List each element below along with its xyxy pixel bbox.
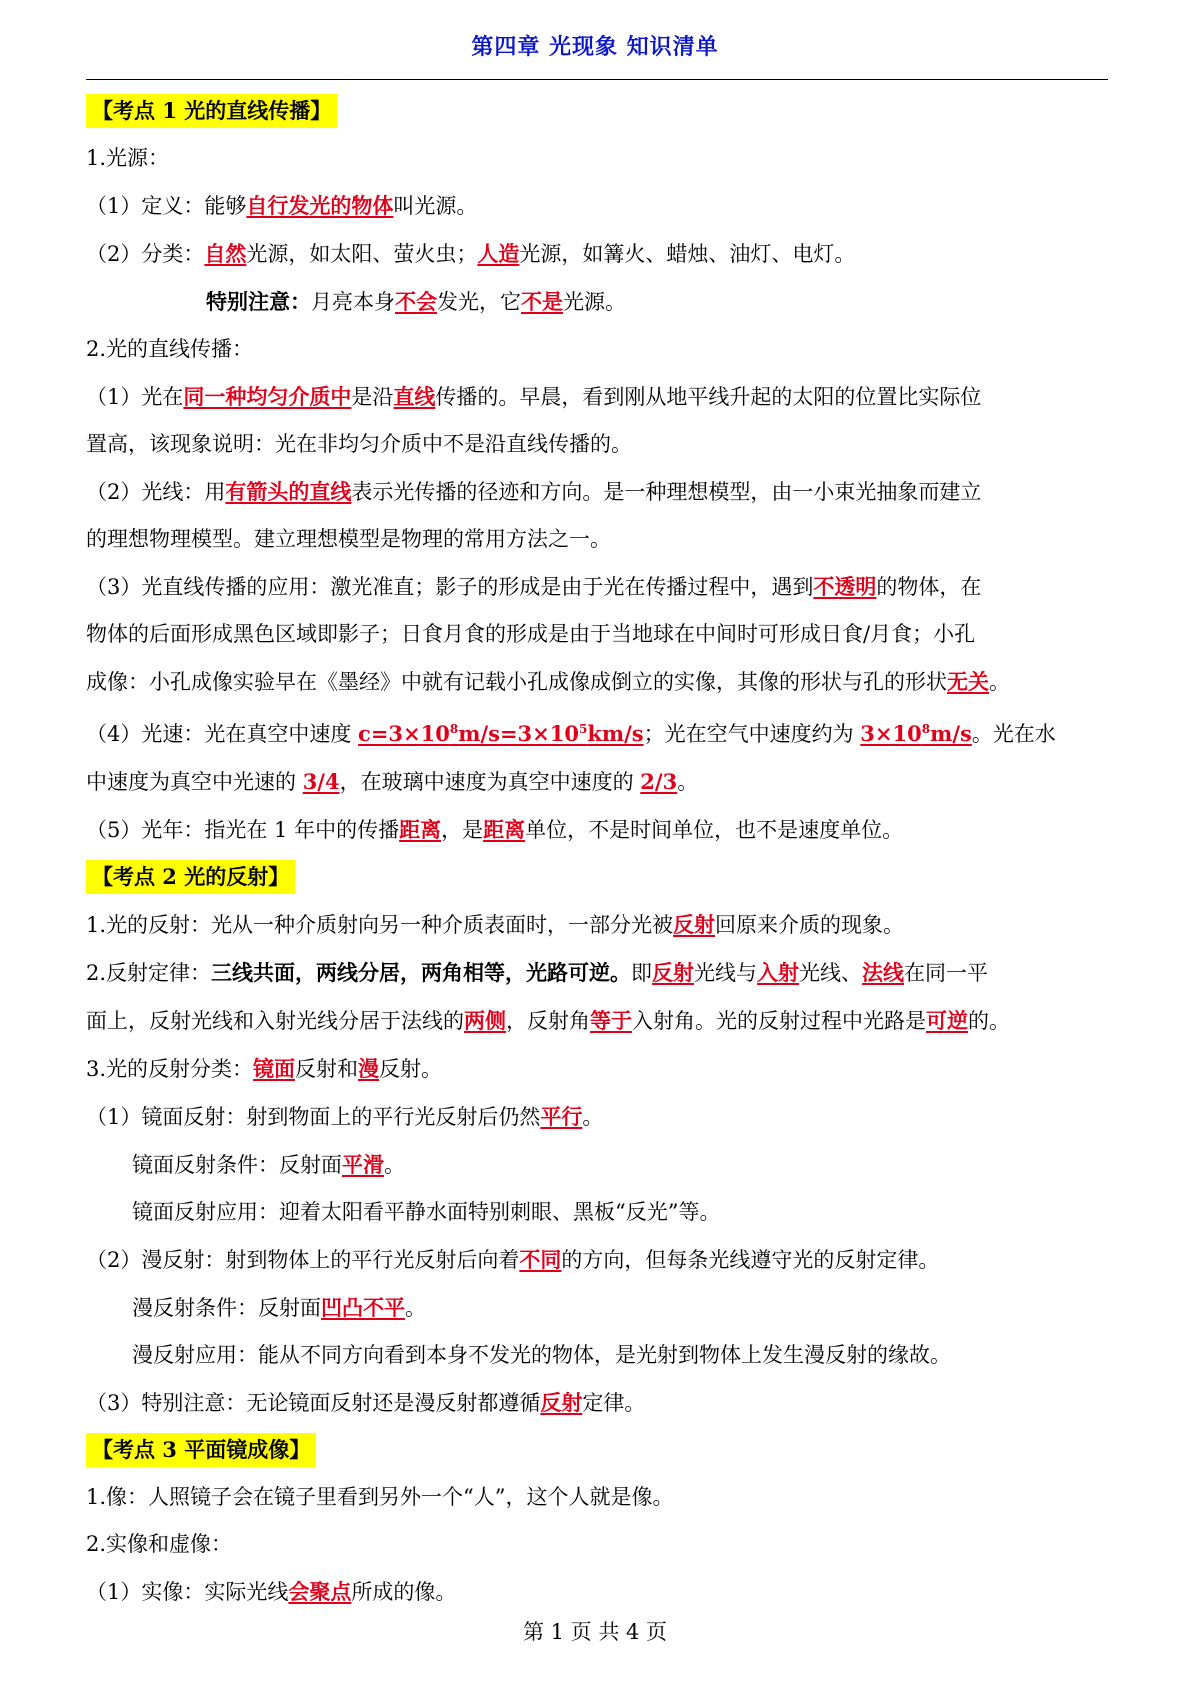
keyword: 自行发光的物体	[246, 193, 394, 218]
keyword: 直线	[393, 384, 436, 409]
keyword: 3/4	[302, 769, 340, 794]
keyword: 不透明	[813, 574, 877, 599]
text: 2.光的直线传播：	[86, 337, 254, 361]
text-line	[86, 758, 1110, 806]
text: 面上，反射光线和入射光线分居于法线的	[86, 1009, 464, 1033]
text: 置高，该现象说明：光在非均匀介质中不是沿直线传播的。	[86, 432, 632, 456]
keyword: 入射	[757, 960, 800, 985]
text: 的理想物理模型。建立理想模型是物理的常用方法之一。	[86, 527, 611, 551]
keyword: 两侧	[464, 1008, 506, 1033]
keyword: 不是	[521, 289, 563, 314]
section-title: 【考点 3 平面镜成像】	[86, 1433, 316, 1467]
text-line	[86, 516, 1110, 563]
text: 在同一平	[904, 961, 989, 985]
text: 的方向，但每条光线遵守光的反射定律。	[561, 1248, 940, 1272]
keyword: 不会	[395, 289, 437, 314]
text: 即	[631, 961, 653, 985]
text: ，反射角	[506, 1009, 590, 1033]
keyword: 凹凸不平	[321, 1295, 405, 1320]
text: （1）镜面反射：射到物面上的平行光反射后仍然	[86, 1105, 541, 1129]
text: 单位，不是时间单位，也不是速度单位。	[525, 818, 904, 842]
text: 2.反射定律：	[86, 961, 212, 985]
text-line	[86, 1236, 1110, 1284]
text-line	[86, 326, 1110, 373]
text: 镜面反射应用：迎着太阳看平静水面特别刺眼、黑板“反光”等。	[132, 1200, 721, 1224]
text: 反射和	[295, 1057, 359, 1081]
text: 物体的后面形成黑色区域即影子；日食月食的形成是由于当地球在中间时可形成日食/月食；小孔	[86, 622, 976, 646]
text: （1）实像：实际光线	[86, 1580, 289, 1604]
text-line	[86, 1189, 1110, 1236]
section-title: 【考点 2 光的反射】	[86, 860, 295, 894]
keyword: 平行	[540, 1104, 583, 1129]
keyword-speed-air: $3\times 10^8m/s$	[860, 721, 972, 746]
text: 是沿	[351, 385, 394, 409]
text: （4）光速：光在真空中速度	[86, 722, 359, 746]
text-line	[86, 421, 1110, 468]
text-line	[86, 806, 1110, 854]
header-divider	[86, 79, 1108, 80]
text: ，是	[441, 818, 484, 842]
text: （2）光线：用	[86, 480, 226, 504]
text: 。	[582, 1105, 604, 1129]
keyword: 漫	[358, 1056, 380, 1081]
text: 1.光的反射：光从一种介质射向另一种介质表面时，一部分光被	[86, 913, 674, 937]
text: 定律。	[582, 1391, 646, 1415]
text: 3.光的反射分类：	[86, 1057, 254, 1081]
text-line	[86, 1568, 1110, 1616]
text: （3）特别注意：无论镜面反射还是漫反射都遵循	[86, 1391, 541, 1415]
keyword: 有箭头的直线	[225, 479, 352, 504]
keyword: 人造	[477, 241, 520, 266]
text: 光源，如太阳、萤火虫；	[246, 242, 478, 266]
text: 。光在水	[971, 722, 1056, 746]
text-line	[86, 901, 1110, 949]
text-line	[86, 949, 1110, 997]
keyword: 无关	[947, 669, 989, 694]
text: 的物体，在	[876, 575, 982, 599]
text-line	[86, 182, 1110, 230]
text: 表示光传播的径迹和方向。是一种理想模型，由一小束光抽象而建立	[351, 480, 982, 504]
text: 传播的。早晨，看到刚从地平线升起的太阳的位置比实际位	[435, 385, 982, 409]
note-label: 特别注意：	[206, 289, 311, 314]
text: 光源。	[563, 290, 626, 314]
text-line	[86, 658, 1110, 706]
text: 叫光源。	[393, 194, 478, 218]
text: 发光，它	[437, 290, 521, 314]
keyword: 不同	[519, 1247, 562, 1272]
text: 2.实像和虚像：	[86, 1532, 233, 1556]
text-line	[86, 706, 1110, 758]
keyword: 反射	[673, 912, 716, 937]
text: 漫反射条件：反射面	[132, 1296, 321, 1320]
text: 的。	[968, 1009, 1010, 1033]
keyword: 反射	[652, 960, 695, 985]
text-line	[86, 1521, 1110, 1568]
bold-text: 三线共面，两线分居，两角相等，光路可逆。	[211, 960, 632, 985]
text: ；光在空气中速度约为	[643, 722, 861, 746]
text: 。	[989, 670, 1010, 694]
section-heading-2	[86, 854, 1110, 901]
keyword: 自然	[204, 241, 247, 266]
section-heading-3	[86, 1427, 1110, 1474]
keyword: 镜面	[253, 1056, 296, 1081]
keyword: 平滑	[342, 1152, 384, 1177]
text-line	[86, 135, 1110, 182]
text-line	[86, 1284, 1110, 1332]
text: 漫反射应用：能从不同方向看到本身不发光的物体，是光射到物体上发生漫反射的缘故。	[132, 1343, 951, 1367]
text: 月亮本身	[311, 290, 395, 314]
text: 光线、	[799, 961, 863, 985]
keyword: 法线	[862, 960, 905, 985]
text-line	[86, 1379, 1110, 1427]
keyword: 2/3	[640, 769, 678, 794]
text: 。	[677, 770, 699, 794]
keyword: 可逆	[926, 1008, 968, 1033]
text-line	[86, 1045, 1110, 1093]
document-body	[86, 88, 1110, 1616]
text: （2）漫反射：射到物体上的平行光反射后向着	[86, 1248, 520, 1272]
keyword: 距离	[483, 817, 526, 842]
keyword: 同一种均匀介质中	[183, 384, 352, 409]
text: 成像：小孔成像实验早在《墨经》中就有记载小孔成像成倒立的实像，其像的形状与孔的形状	[86, 670, 947, 694]
keyword: 会聚点	[288, 1579, 352, 1604]
text: 所成的像。	[351, 1580, 457, 1604]
keyword: 等于	[590, 1008, 632, 1033]
text: 1.光源：	[86, 146, 170, 170]
page-number: 第 1 页 共 4 页	[522, 1620, 668, 1644]
text: （5）光年：指光在 1 年中的传播	[86, 818, 400, 842]
section-heading-1	[86, 88, 1110, 135]
text: 回原来介质的现象。	[715, 913, 905, 937]
text: 反射。	[379, 1057, 443, 1081]
text: 光源，如篝火、蜡烛、油灯、电灯。	[519, 242, 856, 266]
keyword: 反射	[540, 1390, 583, 1415]
text-line	[86, 1474, 1110, 1521]
text: 。	[384, 1153, 405, 1177]
text-line	[86, 468, 1110, 516]
text: 镜面反射条件：反射面	[132, 1153, 342, 1177]
text-line	[86, 278, 1110, 326]
text: （1）光在	[86, 385, 184, 409]
page-title: 第四章 光现象 知识清单	[471, 35, 719, 60]
text-line	[86, 611, 1110, 658]
text: 光线与	[694, 961, 758, 985]
text-line	[86, 373, 1110, 421]
text-line	[86, 1141, 1110, 1189]
text: ，在玻璃中速度为真空中速度的	[339, 770, 641, 794]
text: 入射角。光的反射过程中光路是	[632, 1009, 926, 1033]
keyword-speed-vacuum: $c=3\times 10^8m/s=3\times 10^5km/s$	[358, 721, 644, 746]
keyword: 距离	[399, 817, 442, 842]
text: 。	[405, 1296, 426, 1320]
text-line	[86, 230, 1110, 278]
text-line	[86, 1093, 1110, 1141]
text: 1.像：人照镜子会在镜子里看到另外一个“人”，这个人就是像。	[86, 1485, 674, 1509]
section-title: 【考点 1 光的直线传播】	[86, 94, 337, 128]
text-line	[86, 997, 1110, 1045]
text: （1）定义：能够	[86, 194, 247, 218]
text-line	[86, 563, 1110, 611]
text-line	[86, 1332, 1110, 1379]
text: （3）光直线传播的应用：激光准直；影子的形成是由于光在传播过程中，遇到	[86, 575, 814, 599]
text: （2）分类：	[86, 242, 205, 266]
text: 中速度为真空中光速的	[86, 770, 303, 794]
